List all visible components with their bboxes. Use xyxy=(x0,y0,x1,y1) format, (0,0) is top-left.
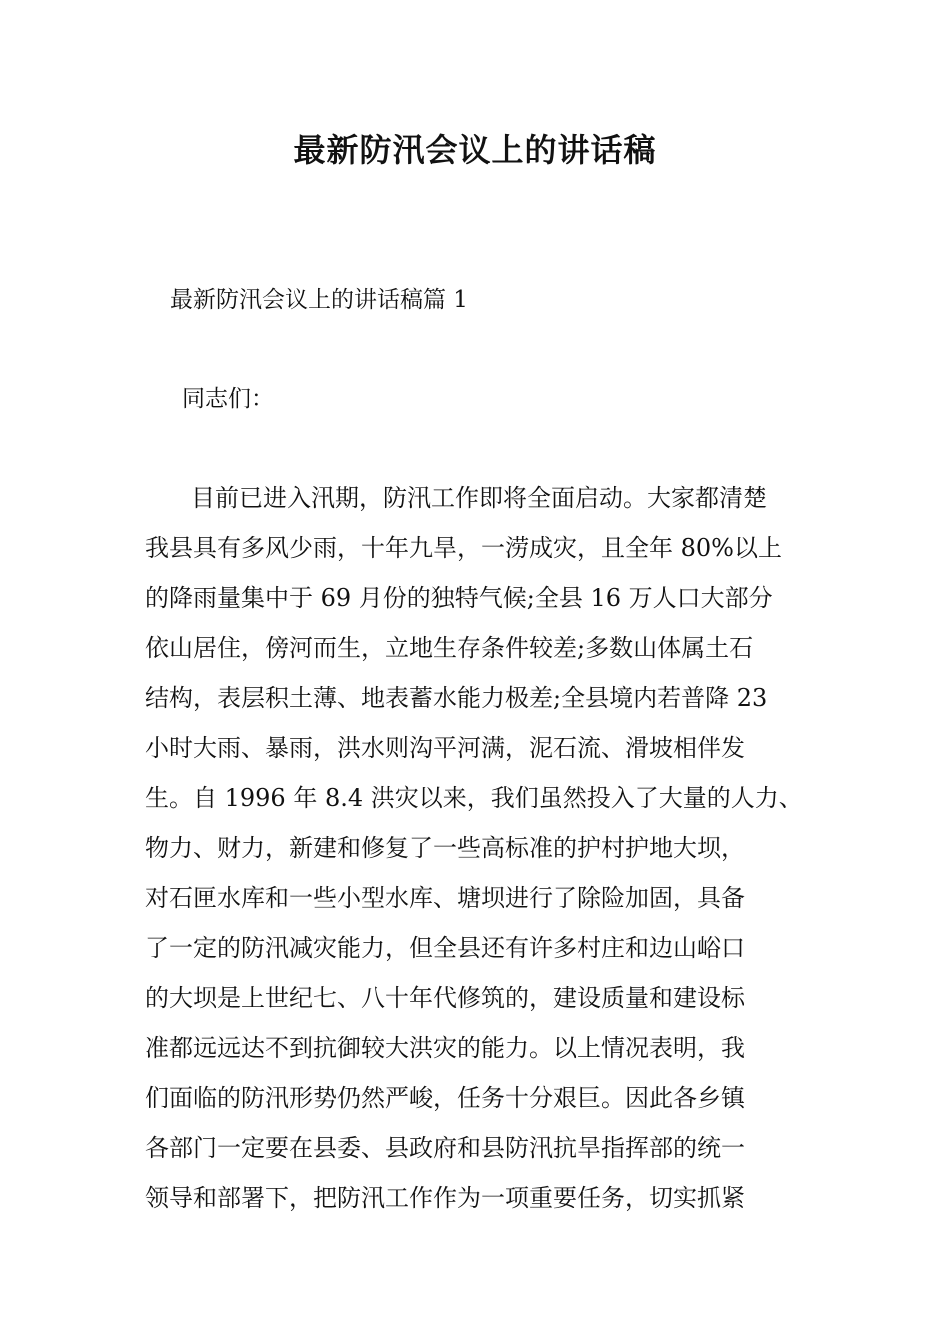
body-line: 物力、财力，新建和修复了一些高标准的护村护地大坝， xyxy=(145,834,745,862)
body-line: 我县具有多风少雨，十年九旱，一涝成灾，且全年 80%以上 xyxy=(145,534,782,562)
body-line: 准都远远达不到抗御较大洪灾的能力。以上情况表明，我 xyxy=(145,1034,745,1062)
body-paragraph xyxy=(145,480,820,1230)
body-line: 的大坝是上世纪七、八十年代修筑的，建设质量和建设标 xyxy=(145,984,745,1012)
document-title: 最新防汛会议上的讲话稿 xyxy=(293,131,657,169)
body-line: 目前已进入汛期，防汛工作即将全面启动。大家都清楚 xyxy=(191,484,767,512)
body-line: 结构，表层积土薄、地表蓄水能力极差;全县境内若普降 23 xyxy=(145,684,768,712)
body-line: 小时大雨、暴雨，洪水则沟平河满，泥石流、滑坡相伴发 xyxy=(145,734,745,762)
section-heading: 最新防汛会议上的讲话稿篇 1 xyxy=(170,287,468,313)
body-line: 领导和部署下，把防汛工作作为一项重要任务，切实抓紧 xyxy=(145,1184,745,1212)
body-line: 了一定的防汛减灾能力，但全县还有许多村庄和边山峪口 xyxy=(145,934,745,962)
body-line: 对石匣水库和一些小型水库、塘坝进行了除险加固，具备 xyxy=(145,884,745,912)
salutation: 同志们： xyxy=(182,386,274,412)
body-line: 依山居住，傍河而生，立地生存条件较差;多数山体属土石 xyxy=(145,634,754,662)
body-line: 各部门一定要在县委、县政府和县防汛抗旱指挥部的统一 xyxy=(145,1134,745,1162)
body-line: 们面临的防汛形势仍然严峻，任务十分艰巨。因此各乡镇 xyxy=(145,1084,745,1112)
body-line: 的降雨量集中于 69 月份的独特气候;全县 16 万人口大部分 xyxy=(145,584,773,612)
body-line: 生。自 1996 年 8.4 洪灾以来，我们虽然投入了大量的人力、 xyxy=(145,784,803,812)
